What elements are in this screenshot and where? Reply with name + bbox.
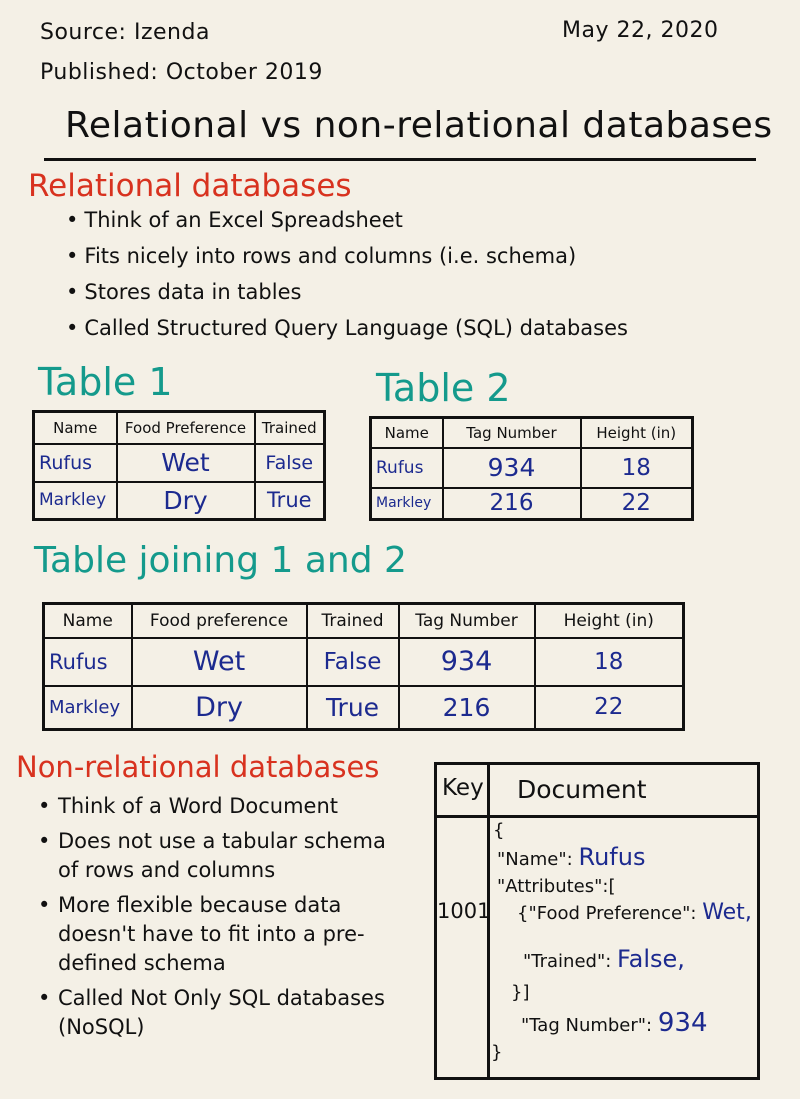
column-header: Trained [255, 412, 325, 444]
column-header: Trained [307, 604, 399, 638]
table-header-row [44, 604, 684, 638]
table1 [32, 410, 326, 521]
table2 [369, 416, 694, 521]
doc-food-value: Wet, [702, 900, 752, 925]
table-cell: 934 [443, 448, 581, 488]
relational-heading: Relational databases [28, 168, 352, 204]
table-header-row [371, 418, 693, 448]
document-store-box [434, 762, 760, 1080]
key-header: Key [442, 775, 484, 801]
title-underline [44, 158, 756, 161]
table3 [42, 602, 685, 731]
doc-tag-key: "Tag Number": [521, 1015, 653, 1036]
doc-trained-value: False, [617, 945, 685, 973]
doc-attributes-key: "Attributes":[ [497, 876, 616, 897]
doc-tag-value: 934 [657, 1008, 708, 1038]
doc-trained-key: "Trained": [523, 951, 612, 972]
relational-bullet: • Think of an Excel Spreadsheet [66, 202, 628, 238]
doc-name-key: "Name": [497, 849, 573, 870]
table-row [34, 482, 325, 520]
table-cell: 18 [535, 638, 684, 686]
table-cell: Markley [44, 686, 132, 730]
nonrelational-bullet: • Does not use a tabular schema of rows and columns [38, 827, 404, 885]
table-cell: 22 [535, 686, 684, 730]
table-row [371, 448, 693, 488]
table-row [44, 686, 684, 730]
column-header: Name [34, 412, 117, 444]
table-cell: True [255, 482, 325, 520]
header-divider [437, 815, 757, 818]
doc-close-brace: } [491, 1042, 503, 1063]
doc-food-key: {"Food Preference": [517, 903, 697, 924]
nonrelational-heading: Non-relational databases [16, 750, 380, 784]
table-cell: Rufus [44, 638, 132, 686]
doc-name-line [497, 845, 645, 872]
table-cell: 22 [581, 488, 693, 520]
column-header: Name [371, 418, 443, 448]
doc-name-value: Rufus [578, 843, 646, 871]
table2-label: Table 2 [376, 366, 511, 410]
source-text: Source: Izenda [40, 20, 210, 45]
table-cell: False [255, 444, 325, 482]
column-header: Food preference [132, 604, 307, 638]
page-title: Relational vs non-relational databases [65, 105, 773, 146]
table-cell: True [307, 686, 399, 730]
nonrelational-bullet-list [38, 792, 404, 1048]
doc-food-line [517, 901, 752, 926]
table-header-row [34, 412, 325, 444]
table-row [371, 488, 693, 520]
table-cell: Rufus [371, 448, 443, 488]
table-cell: 18 [581, 448, 693, 488]
table-cell: Dry [117, 482, 255, 520]
doc-tag-line [521, 1008, 708, 1038]
table-cell: Markley [34, 482, 117, 520]
key-value: 1001 [437, 899, 491, 923]
doc-open-brace: { [493, 820, 505, 841]
nonrelational-bullet: • Think of a Word Document [38, 792, 404, 821]
table-cell: Rufus [34, 444, 117, 482]
relational-bullet: • Stores data in tables [66, 274, 628, 310]
table-cell: Dry [132, 686, 307, 730]
relational-bullet: • Called Structured Query Language (SQL) databases [66, 310, 628, 346]
published-text: Published: October 2019 [40, 60, 323, 85]
table1-label: Table 1 [38, 360, 173, 404]
doc-close-attributes: }] [511, 982, 530, 1003]
document-header: Document [517, 775, 647, 804]
column-header: Height (in) [535, 604, 684, 638]
doc-trained-line [523, 947, 685, 974]
column-header: Food Preference [117, 412, 255, 444]
relational-bullet-list [66, 202, 628, 346]
table-cell: Markley [371, 488, 443, 520]
table-cell: Wet [117, 444, 255, 482]
column-header: Tag Number [443, 418, 581, 448]
relational-bullet: • Fits nicely into rows and columns (i.e. schema) [66, 238, 628, 274]
nonrelational-bullet: • Called Not Only SQL databases (NoSQL) [38, 984, 404, 1042]
column-header: Name [44, 604, 132, 638]
date-text: May 22, 2020 [562, 18, 719, 43]
column-header: Tag Number [399, 604, 535, 638]
table-cell: 934 [399, 638, 535, 686]
table-row [34, 444, 325, 482]
table-cell: False [307, 638, 399, 686]
table-cell: Wet [132, 638, 307, 686]
table3-label: Table joining 1 and 2 [34, 540, 407, 581]
table-cell: 216 [399, 686, 535, 730]
table-row [44, 638, 684, 686]
nonrelational-bullet: • More flexible because data doesn't have to fit into a pre-defined schema [38, 891, 404, 978]
table-cell: 216 [443, 488, 581, 520]
column-header: Height (in) [581, 418, 693, 448]
